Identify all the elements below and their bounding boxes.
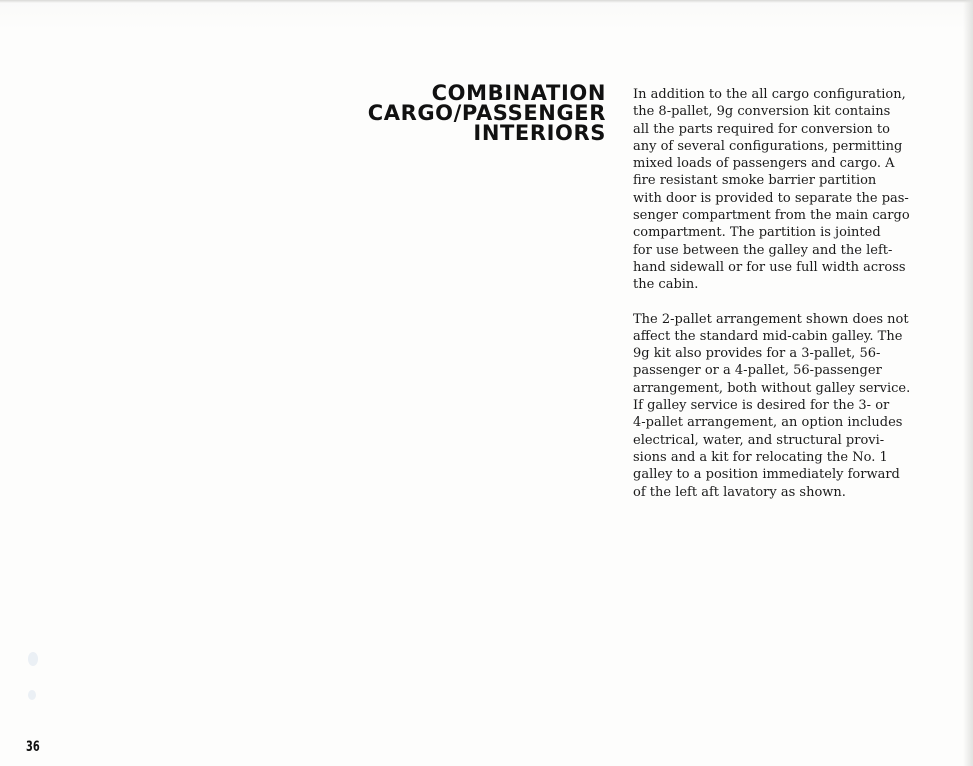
faint-blemish xyxy=(28,652,38,666)
text-line: electrical, water, and structural provi- xyxy=(633,432,885,448)
text-line: for use between the galley and the left- xyxy=(633,242,893,258)
faint-blemish xyxy=(28,690,36,700)
text-line: 4-pallet arrangement, an option includes xyxy=(633,415,903,431)
text-line: any of several configurations, permitting xyxy=(633,138,903,154)
text-line: affect the standard mid-cabin galley. The xyxy=(633,328,903,344)
text-line: sions and a kit for relocating the No. 1 xyxy=(633,449,888,465)
heading-line: COMBINATION xyxy=(431,81,606,105)
text-line: arrangement, both without galley service. xyxy=(633,380,911,396)
text-line: If galley service is desired for the 3- or xyxy=(633,398,890,414)
text-line: with door is provided to separate the pas- xyxy=(633,190,909,206)
heading-line: CARGO/PASSENGER xyxy=(367,101,606,125)
text-line: fire resistant smoke barrier partition xyxy=(633,173,877,189)
section-heading xyxy=(300,83,606,143)
text-line: passenger or a 4-pallet, 56-passenger xyxy=(633,363,882,379)
text-line: In addition to the all cargo configuration, xyxy=(633,87,906,102)
text-line: 9g kit also provides for a 3-pallet, 56- xyxy=(633,346,881,362)
text-line: galley to a position immediately forward xyxy=(633,467,900,483)
text-line: the 8-pallet, 9g conversion kit contains xyxy=(633,104,891,120)
text-line: mixed loads of passengers and cargo. A xyxy=(633,156,895,172)
text-line: The 2-pallet arrangement shown does not xyxy=(633,311,909,327)
text-line: hand sidewall or for use full width across xyxy=(633,259,906,275)
body-text xyxy=(633,86,933,518)
text-line: compartment. The partition is jointed xyxy=(633,225,881,241)
page-number: 36 xyxy=(26,739,40,755)
text-line: the cabin. xyxy=(633,277,699,293)
page-right-edge xyxy=(963,0,973,766)
text-line: all the parts required for conversion to xyxy=(633,121,890,137)
paragraph-2 xyxy=(633,311,933,501)
page-top-edge xyxy=(0,0,973,3)
paragraph-1 xyxy=(633,86,933,294)
text-line: senger compartment from the main cargo xyxy=(633,208,910,224)
heading-line: INTERIORS xyxy=(473,121,606,145)
text-line: of the left aft lavatory as shown. xyxy=(633,484,846,500)
